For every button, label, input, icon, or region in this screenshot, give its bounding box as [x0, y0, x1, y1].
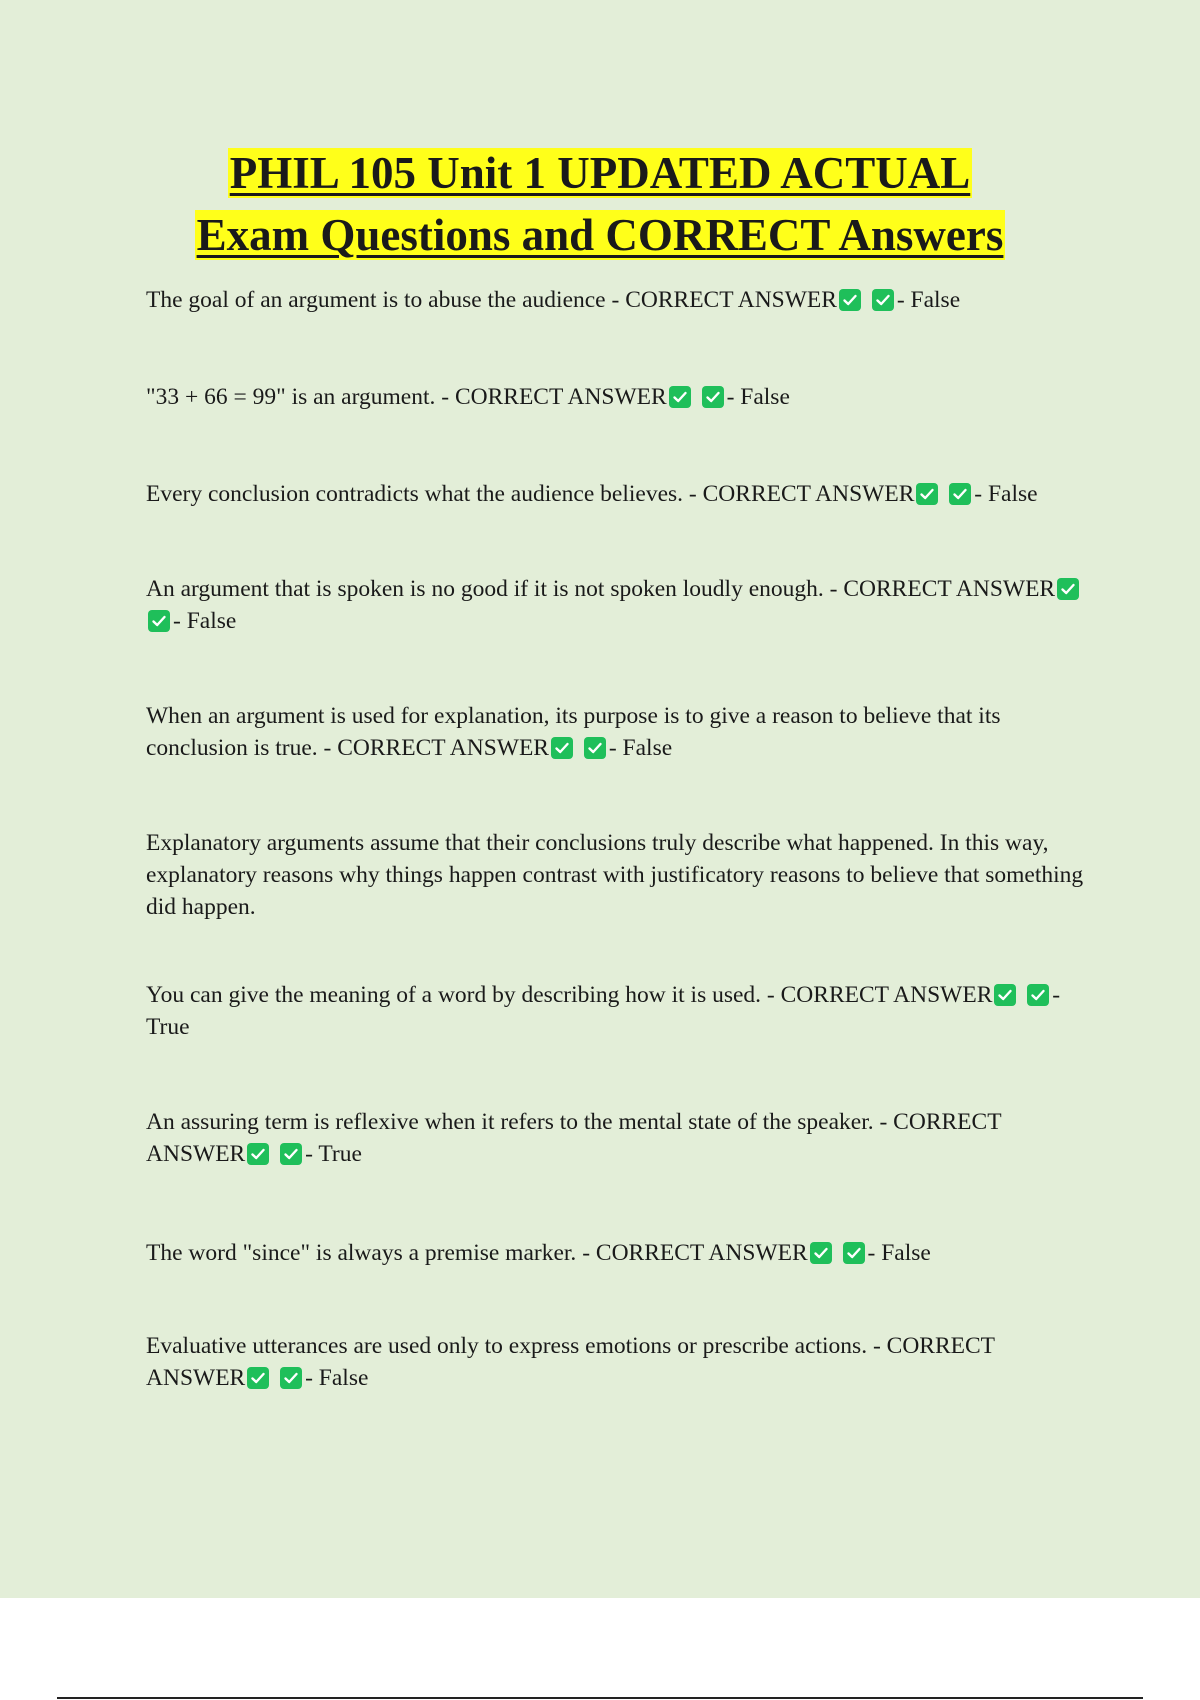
- check-mark-icon: [247, 1143, 269, 1165]
- question-text: You can give the meaning of a word by describing how it is used.: [146, 982, 767, 1008]
- title-line-2: Exam Questions and CORRECT Answers: [196, 210, 1004, 260]
- qa-item: [146, 573, 1086, 637]
- check-mark-icon: [148, 610, 170, 632]
- qa-item: [146, 1330, 1086, 1394]
- check-mark-icon: [949, 483, 971, 505]
- question-text: When an argument is used for explanation, its purpose is to give a reason to believe that its conclusion is true.: [146, 703, 1001, 761]
- answer-value: - False: [305, 1365, 369, 1391]
- check-mark-icon: [810, 1242, 832, 1264]
- document-title: [0, 142, 1200, 266]
- check-mark-icon: [280, 1367, 302, 1389]
- answer-value: - False: [726, 384, 790, 410]
- correct-answer-marker: - CORRECT ANSWER: [611, 287, 837, 313]
- answer-value: - False: [896, 287, 961, 313]
- check-mark-icon: [1027, 984, 1049, 1006]
- question-text: "33 + 66 = 99" is an argument.: [146, 384, 442, 410]
- question-text: Evaluative utterances are used only to express emotions or prescribe actions.: [146, 1333, 873, 1359]
- correct-answer-marker: - CORRECT ANSWER: [582, 1240, 808, 1266]
- answer-value: - True: [146, 982, 1061, 1040]
- footer-divider: [57, 1697, 1143, 1699]
- correct-answer-marker: - CORRECT ANSWER: [766, 982, 993, 1008]
- qa-item: [146, 1237, 1086, 1269]
- title-line-1: PHIL 105 Unit 1 UPDATED ACTUAL: [229, 148, 971, 198]
- answer-value: - False: [974, 481, 1038, 507]
- explanation-paragraph: [146, 827, 1086, 923]
- check-mark-icon: [916, 483, 938, 505]
- question-text: An argument that is spoken is no good if it is not spoken loudly enough.: [146, 576, 830, 602]
- check-mark-icon: [1057, 578, 1079, 600]
- check-mark-icon: [994, 984, 1016, 1006]
- check-mark-icon: [584, 737, 606, 759]
- qa-item: [146, 1106, 1086, 1170]
- explanation-text: Explanatory arguments assume that their conclusions truly describe what happened. In this way, explanatory reasons why things happen contrast with justificatory reasons to believe that something did happen.: [146, 830, 1084, 920]
- question-text: Every conclusion contradicts what the audience believes.: [146, 481, 689, 507]
- qa-item: [146, 979, 1086, 1043]
- answer-value: - False: [173, 608, 237, 634]
- question-text: An assuring term is reflexive when it refers to the mental state of the speaker.: [146, 1109, 880, 1135]
- answer-value: - True: [305, 1141, 362, 1167]
- check-mark-icon: [551, 737, 573, 759]
- answer-value: - False: [867, 1240, 931, 1266]
- correct-answer-marker: - CORRECT ANSWER: [323, 735, 549, 761]
- qa-item: [146, 284, 1086, 316]
- check-mark-icon: [669, 386, 691, 408]
- correct-answer-marker: - CORRECT ANSWER: [829, 576, 1056, 602]
- answer-value: - False: [608, 735, 673, 761]
- question-text: The word "since" is always a premise marker.: [146, 1240, 583, 1266]
- check-mark-icon: [872, 289, 894, 311]
- check-mark-icon: [280, 1143, 302, 1165]
- correct-answer-marker: - CORRECT ANSWER: [146, 1333, 995, 1391]
- qa-item: [146, 381, 1086, 413]
- correct-answer-marker: - CORRECT ANSWER: [688, 481, 915, 507]
- check-mark-icon: [843, 1242, 865, 1264]
- check-mark-icon: [247, 1367, 269, 1389]
- correct-answer-marker: - CORRECT ANSWER: [441, 384, 667, 410]
- qa-item: [146, 700, 1086, 764]
- qa-item: [146, 478, 1086, 510]
- check-mark-icon: [702, 386, 724, 408]
- correct-answer-marker: - CORRECT ANSWER: [146, 1109, 1002, 1167]
- check-mark-icon: [839, 289, 861, 311]
- question-text: The goal of an argument is to abuse the audience: [146, 287, 612, 313]
